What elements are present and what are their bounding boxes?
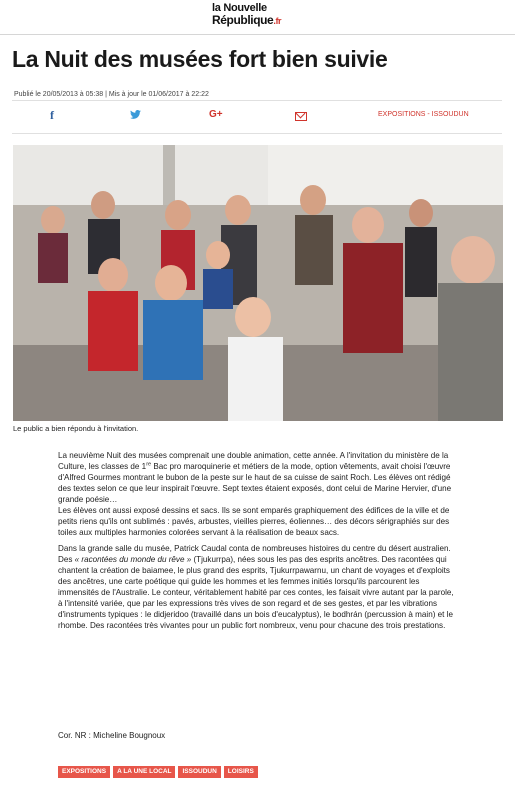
tag-list (58, 766, 261, 778)
tag-loisirs[interactable]: LOISIRS (224, 766, 258, 778)
paragraph-3-quote: « racontées du monde du rêve » (74, 555, 192, 564)
logo-line-1: la Nouvelle (212, 2, 267, 14)
paragraph-3-text-b: (Tjukurrpa), nées sous les pas des esprits ancêtres. Des racontées qui chantent la création de baiamee, le plus grand des esprits, Tjukurrpawarnu, un chant de voyages et d'exploits des ancêtres, une carte poétique qui guide les hommes et les femmes initiés lorsqu'ils parcourent les immensités de l'Australie. Le conteur, véritablement habité par ces contes, les faisait vivre autant par la parole, à l'intensité variée, que par les expressions très vives de son regard et de ses gestes, et par les vibrations d'instruments typiques : le didjeridoo (travaillé dans un bois d'eucalyptus), le bodhrán (percussion à main) et le rhombe. Des racontées très vivantes pour un public fort nombreux, venu pour chacune des trois prestations. (58, 555, 454, 630)
tag-issoudun[interactable]: ISSOUDUN (178, 766, 220, 778)
googleplus-icon[interactable]: G+ (209, 109, 223, 120)
paragraph-3 (58, 543, 458, 631)
share-bar (12, 100, 502, 134)
facebook-icon[interactable]: f (50, 108, 54, 122)
paragraph-1-text-a: La neuvième Nuit des musées comprenait une double animation, cette année. A l'invitation du ministère de la Culture, les classes de 1 (58, 451, 449, 471)
article-body (58, 450, 458, 631)
ordinal-superscript: re (146, 461, 152, 468)
logo-line-2 (212, 14, 281, 27)
author-signature: Cor. NR : Micheline Bougnoux (58, 731, 166, 740)
logo-name: République (212, 13, 274, 27)
site-logo[interactable] (212, 2, 281, 27)
masthead (0, 0, 515, 35)
article-title: La Nuit des musées fort bien suivie (12, 46, 388, 72)
tag-a-la-une-local[interactable]: A LA UNE LOCAL (113, 766, 175, 778)
logo-suffix: .fr (273, 16, 282, 26)
paragraph-1 (58, 450, 458, 505)
image-caption: Le public a bien répondu à l'invitation. (13, 424, 139, 433)
mail-icon[interactable] (295, 112, 307, 121)
tag-expositions[interactable]: EXPOSITIONS (58, 766, 110, 778)
article-photo (13, 145, 503, 421)
publish-info: Publié le 20/05/2013 à 05:38 | Mis à jour le 01/06/2017 à 22:22 (14, 91, 209, 98)
paragraph-3-text-a: Dans la grande salle du musée, Patrick Caudal conta de nombreuses histoires du centre du désert australien. Des (58, 544, 451, 564)
paragraph-2: Les élèves ont aussi exposé dessins et sacs. Ils se sont emparés graphiquement des édifices de la ville et de petits riens qu'ils ont sublimés : pavés, arbustes, vieilles pierres, éoliennes… des décors sérigraphiés sur des toiles aux multiples harmonies colorées servant à la réalisation de beaux sacs. (58, 506, 450, 537)
article-categories[interactable]: EXPOSITIONS - ISSOUDUN (378, 111, 469, 118)
paragraph-1-text-b: Bac pro maroquinerie et métiers de la mode, option vêtements, avait choisi l'œuvre d'Alfred Gourmes montrant le bubon de la peste sur le haut de sa cuisse de saint Roch. Les élèves ont rédigé des textes selon ce que leur inspirait l'œuvre. Sept textes étaient exposés, dont celui de Marine Hervier, d'une grande poésie… (58, 462, 452, 504)
twitter-icon[interactable] (130, 110, 141, 122)
